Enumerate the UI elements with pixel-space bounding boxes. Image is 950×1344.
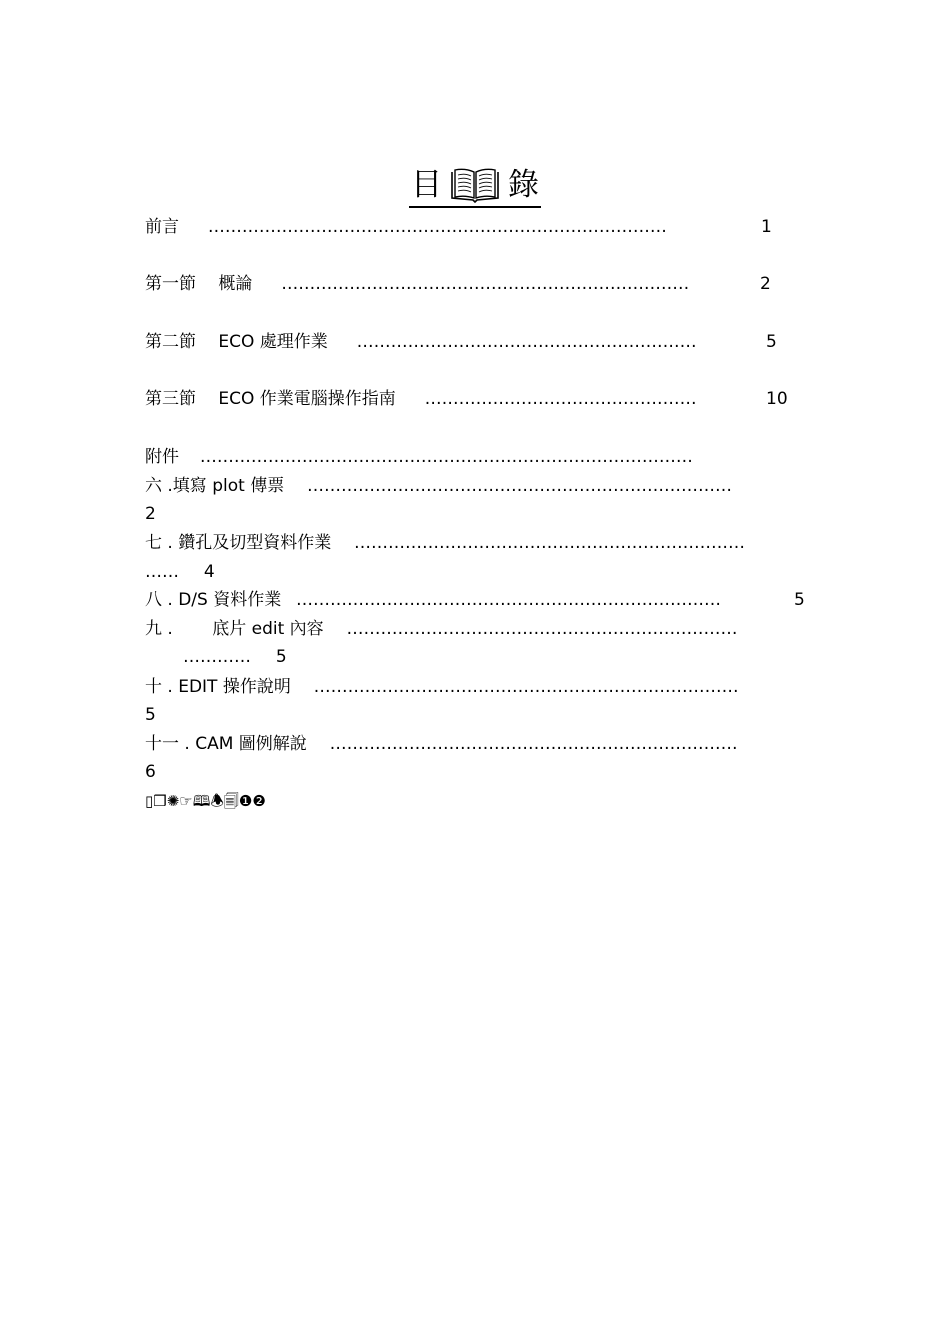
pointing-hand-icon: ☞ — [179, 792, 193, 810]
toc-label: 十一 . CAM 圖例解說 — [145, 734, 307, 754]
toc-page-number: 5 — [766, 332, 777, 352]
toc-label: 六 .填寫 plot 傳票 — [145, 476, 285, 496]
toc-leader-dots: …………………………………………………………………………… — [199, 447, 693, 467]
toc-page-number: 2 — [145, 504, 156, 524]
toc-entry-item-6[interactable] — [145, 474, 732, 498]
title-left-char: 目 — [411, 167, 442, 203]
toc-entry-item-10[interactable] — [145, 675, 739, 699]
toc-leader-dots: …………………………………………………………… — [346, 619, 738, 639]
toc-leader-dots: ………………………………………………………………… — [307, 476, 733, 496]
toc-leader-dots: ……………………………………………………………………… — [207, 217, 667, 237]
toc-entry-appendix[interactable] — [145, 445, 693, 469]
bell-icon: 🕭 — [210, 792, 224, 810]
toc-label: 第三節 ECO 作業電腦操作指南 — [145, 389, 396, 409]
toc-label: 八 . D/S 資料作業 — [145, 590, 282, 610]
circled-two-icon: ❷ — [252, 792, 266, 810]
toc-entry-item-7[interactable] — [145, 531, 745, 555]
toc-leader-dots: ……………………………………………………………… — [281, 274, 690, 294]
toc-label: 第一節 概論 — [145, 274, 253, 294]
page-title — [0, 160, 950, 210]
toc-label: 九 . 底片 edit 內容 — [145, 619, 324, 639]
title-right-char: 錄 — [508, 167, 539, 203]
toc-leader-dots: ………………………………………………………………… — [296, 590, 722, 610]
toc-leader-dots: ………………………………………… — [424, 389, 697, 409]
missing-glyph-icon: ▯ — [145, 792, 154, 810]
toc-page-number: 5 — [275, 647, 287, 667]
toc-label: 第二節 ECO 處理作業 — [145, 332, 328, 352]
open-book-icon — [450, 166, 500, 204]
toc-label: 前言 — [145, 217, 179, 237]
toc-leader-dots: ………………………………………………………………… — [313, 677, 739, 697]
toc-page-number: 4 — [203, 562, 215, 582]
toc-entry-item-9[interactable] — [145, 617, 737, 641]
toc-leader-dots: ……………………………………………………………… — [329, 734, 738, 754]
toc-entry-section-1[interactable] — [145, 272, 689, 296]
sparkle-icon: ✺ — [166, 792, 180, 810]
toc-entry-item-9-continued — [183, 645, 287, 669]
square-shadow-icon: ❒ — [153, 792, 167, 810]
toc-entry-item-8[interactable] — [145, 588, 721, 612]
toc-page-number: 5 — [145, 705, 156, 725]
toc-leader-dots: …………………………………………………… — [356, 332, 697, 352]
toc-page-number: 10 — [766, 389, 788, 409]
toc-leader-dots: …… — [145, 562, 179, 582]
pages-icon: 🗐 — [223, 792, 239, 810]
toc-entry-item-7-continued — [145, 560, 215, 584]
toc-leader-dots: ………… — [183, 647, 251, 667]
symbol-row — [145, 790, 266, 812]
toc-page-number: 5 — [794, 590, 805, 610]
toc-page-number: 6 — [145, 762, 156, 782]
title-underline — [409, 164, 541, 208]
toc-label: 七 . 鑽孔及切型資料作業 — [145, 533, 332, 553]
toc-entry-preface[interactable] — [145, 215, 667, 239]
toc-entry-section-3[interactable] — [145, 387, 697, 411]
toc-entry-section-2[interactable] — [145, 330, 697, 354]
toc-page-number: 2 — [760, 274, 771, 294]
toc-page-number: 1 — [761, 217, 772, 237]
toc-leader-dots: …………………………………………………………… — [354, 533, 746, 553]
circled-one-icon: ❶ — [238, 792, 253, 810]
toc-entry-item-11[interactable] — [145, 732, 738, 756]
book-icon: 🕮 — [192, 792, 211, 810]
toc-label: 附件 — [145, 447, 179, 467]
toc-label: 十 . EDIT 操作說明 — [145, 677, 291, 697]
